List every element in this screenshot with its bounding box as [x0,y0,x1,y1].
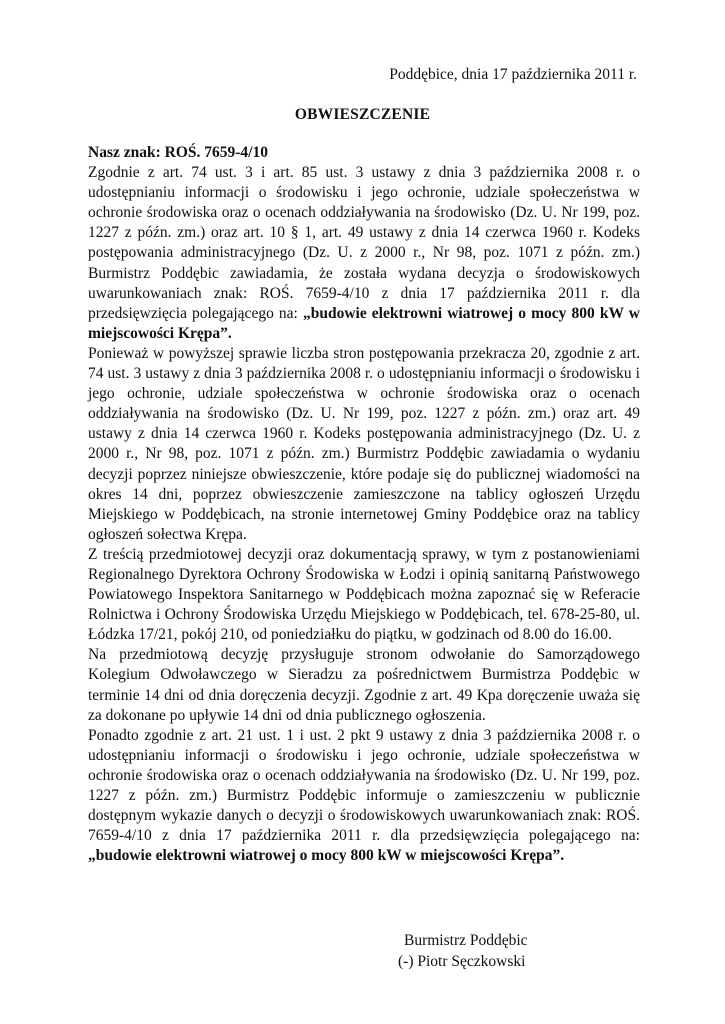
signature-name: (-) Piotr Sęczkowski [398,953,526,970]
paragraph-5-project-name: „budowie elektrowni wiatrowej o mocy 800 kW w miejscowości Krępa”. [88,847,565,865]
place-date: Poddębice, dnia 17 października 2011 r. [389,66,637,83]
document-body [88,143,640,866]
paragraph-1-project-name: „budowie elektrowni wiatrowej o mocy 800 kW w miejscowości Krępa”. [88,304,640,342]
paragraph-1-text: Zgodnie z art. 74 ust. 3 i art. 85 ust. 3 ustawy z dnia 3 października 2008 r. o udostępnianiu informacji o środowisku i jego ochronie, udziale społeczeństwa w ochronie środowiska oraz o ocenach oddziaływania na środowisko (Dz. U. Nr 199, poz. 1227 z późn. zm.) oraz art. 10 § 1, art. 49 ustawy z dnia 14 czerwca 1960 r. Kodeks postępowania administracyjnego (Dz. U. z 2000 r., Nr 98, poz. 1071 z późn. zm.) Burmistrz Poddębic zawiadamia, że została wydana decyzja o środowiskowych uwarunkowaniach znak: ROŚ. 7659-4/10 z dnia 17 października 2011 r. dla przedsięwzięcia polegającego na: [88,164,640,322]
signature-block [398,930,528,972]
document-title: OBWIESZCZENIE [294,106,431,123]
paragraph-4: Na przedmiotową decyzję przysługuje stronom odwołanie do Samorządowego Kolegium Odwoławczego w Sieradzu za pośrednictwem Burmistrza Poddębic w terminie 14 dni od dnia doręczenia decyzji. Zgodnie z art. 49 Kpa doręczenie uważa się za dokonane po upływie 14 dni od dnia publicznego ogłoszenia. [88,646,640,724]
paragraph-5-text: Ponadto zgodnie z art. 21 ust. 1 i ust. 2 pkt 9 ustawy z dnia 3 października 2008 r. o udostępnianiu informacji o środowisku i jego ochronie, udziale społeczeństwa w ochronie środowiska oraz o ocenach oddziaływania na środowisko (Dz. U. Nr 199, poz. 1227 z późn. zm.) Burmistrz Poddębic informuje o zamieszczeniu w publicznie dostępnym wykazie danych o decyzji o środowiskowych uwarunkowaniach znak: ROŚ. 7659-4/10 z dnia 17 października 2011 r. dla przedsięwzięcia polegającego na: [88,726,640,845]
paragraph-5 [88,726,640,867]
reference-number: Nasz znak: ROŚ. 7659-4/10 [88,144,268,161]
paragraph-2: Ponieważ w powyższej sprawie liczba stron postępowania przekracza 20, zgodnie z art. 74 ust. 3 ustawy z dnia 3 października 2008 r. o udostępnianiu informacji o środowisku i jego ochronie, udziale społeczeństwa w ochronie środowiska oraz o ocenach oddziaływania na środowisko (Dz. U. Nr 199, poz. 1227 z późn. zm.) oraz art. 49 ustawy z dnia 14 czerwca 1960 r. Kodeks postępowania administracyjnego (Dz. U. z 2000 r., Nr 98, poz. 1071 z późn. zm.) Burmistrz Poddębic zawiadamia o wydaniu decyzji poprzez niniejsze obwieszczenie, które podaje się do publicznej wiadomości na okres 14 dni, poprzez obwieszczenie zamieszczone na tablicy ogłoszeń Urzędu Miejskiego w Poddębicach, na stronie internetowej Gminy Poddębice oraz na tablicy ogłoszeń sołectwa Krępa. [88,344,640,543]
paragraph-3: Z treścią przedmiotowej decyzji oraz dokumentacją sprawy, w tym z postanowieniami Regionalnego Dyrektora Ochrony Środowiska w Łodzi i opinią sanitarną Państwowego Powiatowego Inspektora Sanitarnego w Poddębicach można zapoznać się w Referacie Rolnictwa i Ochrony Środowiska Urzędu Miejskiego w Poddębicach, tel. 678-25-80, ul. Łódzka 17/21, pokój 210, od poniedziałku do piątku, w godzinach od 8.00 do 16.00. [88,545,640,644]
signature-title: Burmistrz Poddębic [404,932,528,949]
paragraph-1 [88,163,640,344]
